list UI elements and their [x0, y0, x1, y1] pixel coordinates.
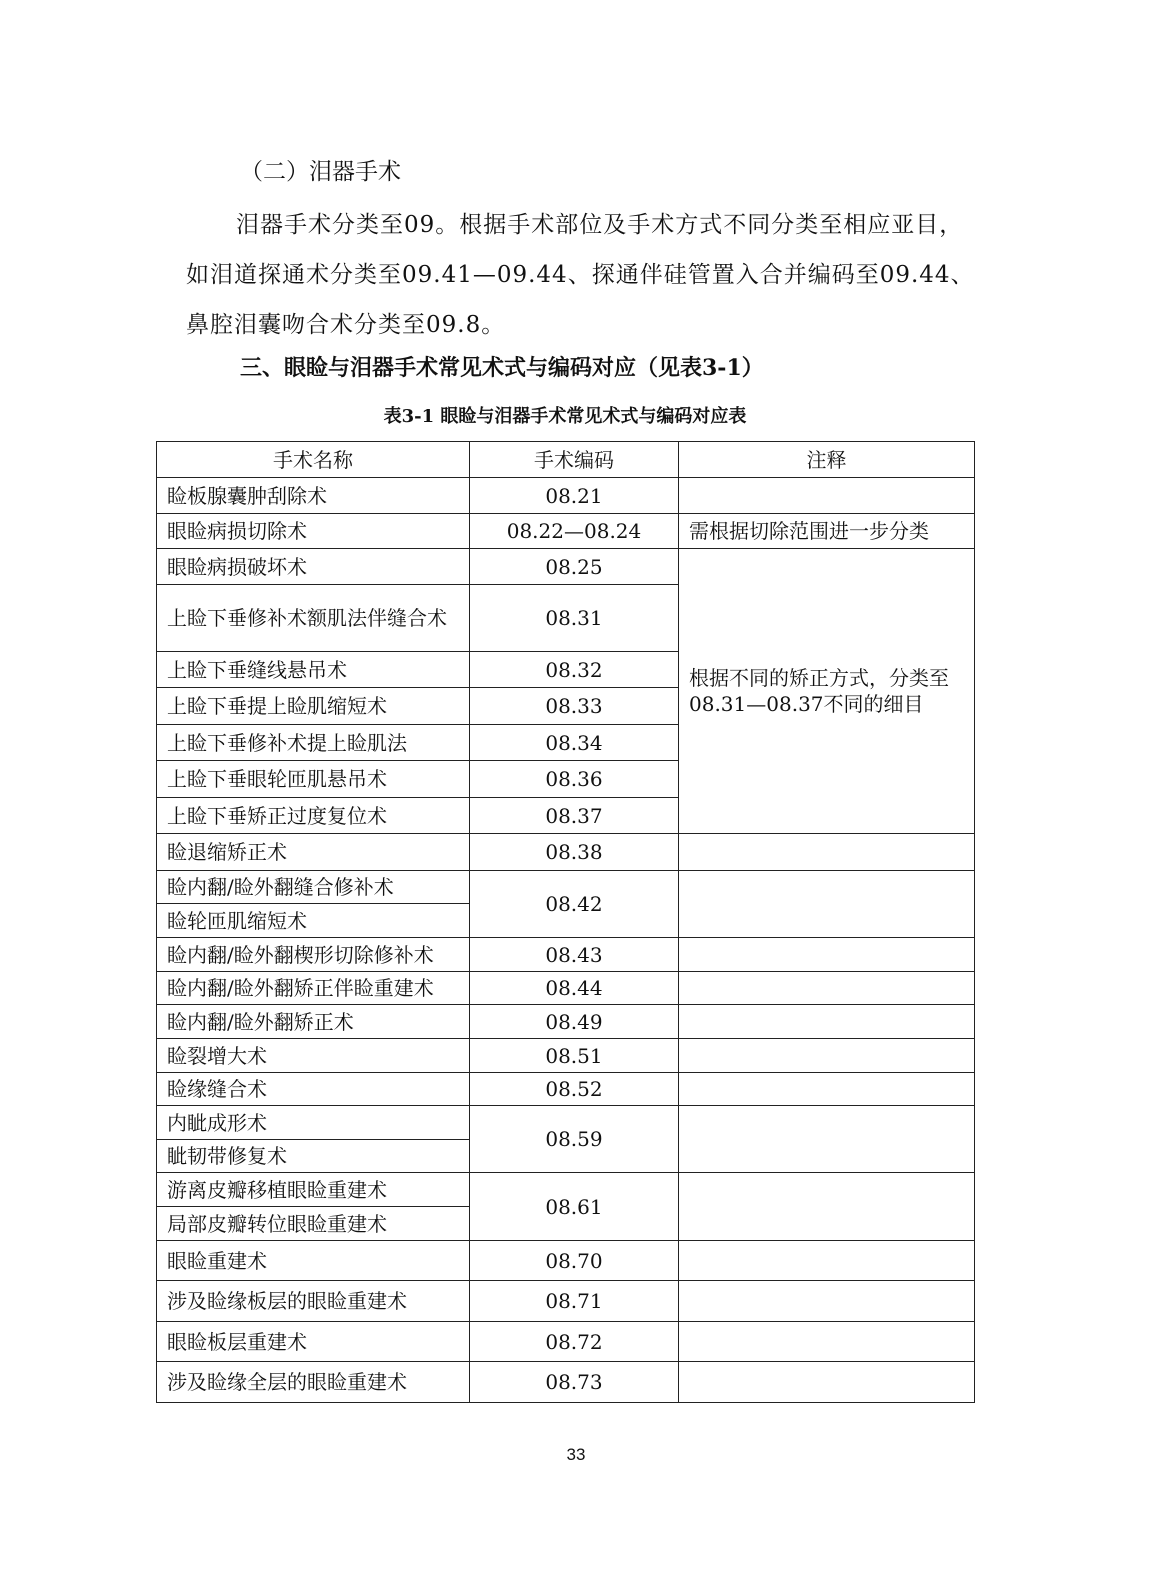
- procedure-code: 08.43: [470, 938, 679, 972]
- procedure-note: [679, 1241, 975, 1281]
- procedure-code-merged: 08.42: [470, 871, 679, 938]
- procedure-name: 上睑下垂眼轮匝肌悬吊术: [157, 761, 470, 798]
- procedure-name: 睑板腺囊肿刮除术: [157, 478, 470, 514]
- procedure-code: 08.36: [470, 761, 679, 798]
- table-row: [157, 1362, 975, 1403]
- procedure-note-merged: 根据不同的矫正方式，分类至08.31—08.37不同的细目: [679, 549, 975, 834]
- procedure-name: 睑退缩矫正术: [157, 834, 470, 871]
- table-header-row: [157, 442, 975, 478]
- procedure-note: [679, 1322, 975, 1362]
- table-row: [157, 1005, 975, 1039]
- table-row: [157, 514, 975, 549]
- table-row: [157, 1281, 975, 1322]
- procedure-name: 上睑下垂缝线悬吊术: [157, 652, 470, 688]
- table-row: [157, 549, 975, 585]
- procedure-note: [679, 1005, 975, 1039]
- table-caption: 表3-1 眼睑与泪器手术常见术式与编码对应表: [383, 406, 747, 427]
- header-note: 注释: [679, 442, 975, 478]
- procedure-code: 08.21: [470, 478, 679, 514]
- procedure-name: 睑内翻/睑外翻缝合修补术: [157, 871, 470, 904]
- body-paragraph: 泪器手术分类至09。根据手术部位及手术方式不同分类至相应亚目，如泪道探通术分类至09.41—09.44、探通伴硅管置入合并编码至09.44、鼻腔泪囊吻合术分类至09.8。: [186, 212, 975, 338]
- subheading-lacrimal-surgery: （二）泪器手术: [240, 159, 401, 185]
- procedure-name: 局部皮瓣转位眼睑重建术: [157, 1207, 470, 1241]
- table-row: [157, 1039, 975, 1073]
- procedure-name: 眼睑病损破坏术: [157, 549, 470, 585]
- page-number: 33: [566, 1445, 586, 1464]
- procedure-note: 需根据切除范围进一步分类: [679, 514, 975, 549]
- table-row: [157, 871, 975, 904]
- procedure-name: 眼睑病损切除术: [157, 514, 470, 549]
- procedure-name: 上睑下垂修补术额肌法伴缝合术: [157, 585, 470, 652]
- procedure-note: [679, 1039, 975, 1073]
- procedure-name: 睑内翻/睑外翻矫正伴睑重建术: [157, 972, 470, 1005]
- procedure-name: 睑轮匝肌缩短术: [157, 904, 470, 938]
- table-row: [157, 1173, 975, 1207]
- procedure-code: 08.49: [470, 1005, 679, 1039]
- procedure-name: 涉及睑缘板层的眼睑重建术: [157, 1281, 470, 1322]
- procedure-note: [679, 478, 975, 514]
- table-row: [157, 1106, 975, 1140]
- procedure-code: 08.52: [470, 1073, 679, 1106]
- table-row: [157, 972, 975, 1005]
- table-row: [157, 834, 975, 871]
- procedure-note: [679, 1106, 975, 1173]
- procedure-code: 08.44: [470, 972, 679, 1005]
- procedure-name: 眦韧带修复术: [157, 1140, 470, 1173]
- procedure-name: 上睑下垂修补术提上睑肌法: [157, 725, 470, 761]
- procedure-name: 游离皮瓣移植眼睑重建术: [157, 1173, 470, 1207]
- procedure-note: [679, 1173, 975, 1241]
- procedure-note: [679, 871, 975, 938]
- procedure-name: 眼睑重建术: [157, 1241, 470, 1281]
- procedure-code: 08.33: [470, 688, 679, 725]
- procedure-note: [679, 1073, 975, 1106]
- table-row: [157, 478, 975, 514]
- procedure-code: 08.34: [470, 725, 679, 761]
- procedure-note: [679, 1281, 975, 1322]
- procedure-name: 上睑下垂矫正过度复位术: [157, 798, 470, 834]
- procedure-code: 08.31: [470, 585, 679, 652]
- procedure-note: [679, 834, 975, 871]
- procedure-code: 08.22—08.24: [470, 514, 679, 549]
- procedure-code: 08.51: [470, 1039, 679, 1073]
- procedure-name: 睑裂增大术: [157, 1039, 470, 1073]
- procedure-name: 眼睑板层重建术: [157, 1322, 470, 1362]
- header-procedure-name: 手术名称: [157, 442, 470, 478]
- procedure-code: 08.38: [470, 834, 679, 871]
- procedure-name: 涉及睑缘全层的眼睑重建术: [157, 1362, 470, 1403]
- procedure-name: 内眦成形术: [157, 1106, 470, 1140]
- procedure-code-merged: 08.61: [470, 1173, 679, 1241]
- procedure-note: [679, 972, 975, 1005]
- procedure-code: 08.71: [470, 1281, 679, 1322]
- procedure-name: 睑内翻/睑外翻矫正术: [157, 1005, 470, 1039]
- procedure-name: 睑缘缝合术: [157, 1073, 470, 1106]
- header-procedure-code: 手术编码: [470, 442, 679, 478]
- procedure-name: 上睑下垂提上睑肌缩短术: [157, 688, 470, 725]
- procedure-code: 08.25: [470, 549, 679, 585]
- procedure-code: 08.73: [470, 1362, 679, 1403]
- procedure-code: 08.70: [470, 1241, 679, 1281]
- procedure-note: [679, 938, 975, 972]
- procedure-name: 睑内翻/睑外翻楔形切除修补术: [157, 938, 470, 972]
- table-row: [157, 1073, 975, 1106]
- table-row: [157, 938, 975, 972]
- procedure-code: 08.72: [470, 1322, 679, 1362]
- table-row: [157, 1322, 975, 1362]
- section-heading: 三、眼睑与泪器手术常见术式与编码对应（见表3-1）: [240, 355, 764, 381]
- procedure-code: 08.32: [470, 652, 679, 688]
- table-row: [157, 1241, 975, 1281]
- procedure-code: 08.37: [470, 798, 679, 834]
- procedure-code-table: [156, 441, 975, 1403]
- procedure-code-merged: 08.59: [470, 1106, 679, 1173]
- procedure-note: [679, 1362, 975, 1403]
